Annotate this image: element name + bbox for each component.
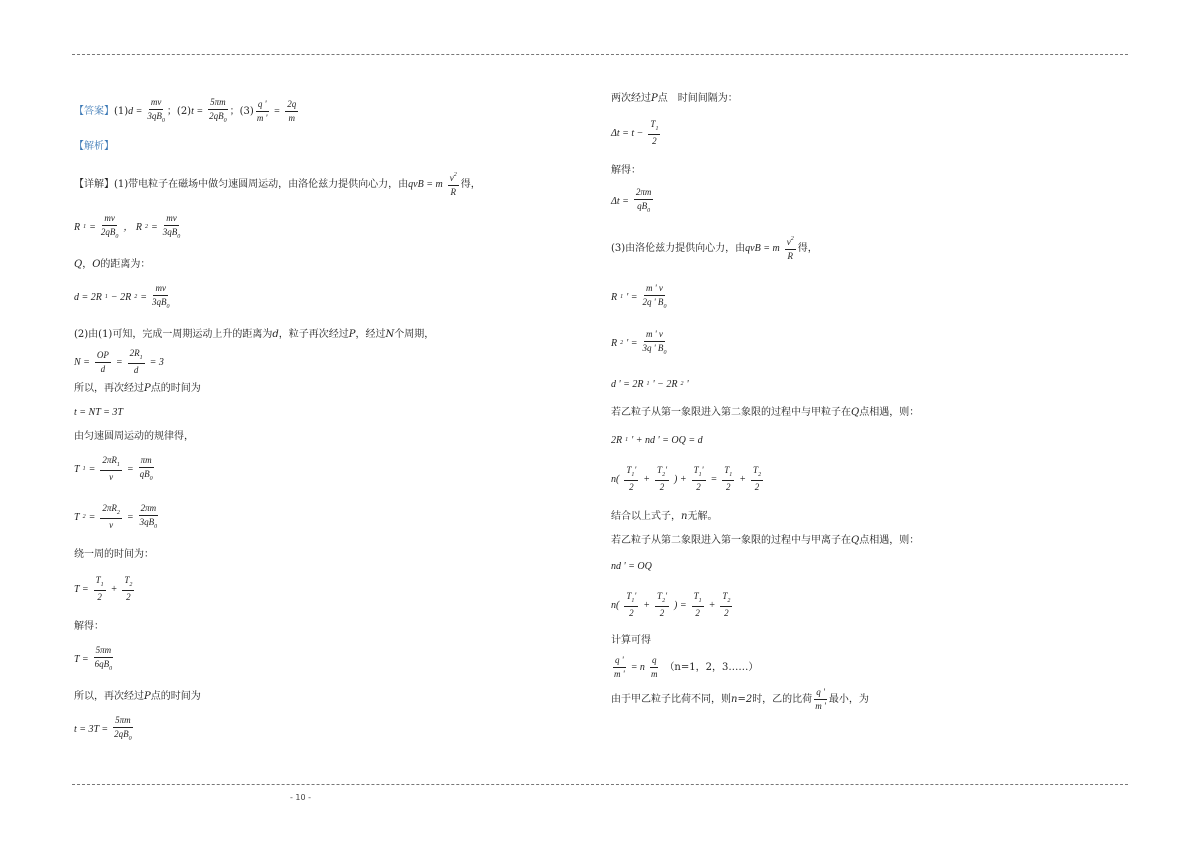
formula-t-sum: T = $\frac{T_1}{2}$ + $\frac{T_2}{2}$ <box>74 575 133 602</box>
formula-d: d = 2R 1 − 2R 2 = $\frac{mv}{3qB_0}$ <box>74 283 170 310</box>
combine-text: 结合以上式子，n无解。 <box>611 511 718 522</box>
solve-text-right: 解得： <box>611 165 641 176</box>
detail-line: 【详解】 (1)带电粒子在磁场中做匀速圆周运动，由洛伦兹力提供向心力，由 qvB = m $\frac{v^2}{R}$ 得， <box>74 172 481 197</box>
compute-text: 计算可得 <box>611 635 651 646</box>
formula-t1: T 1 = $\frac{2\pi R_1}{v}$ = $\frac{\pi m}{qB_0}$ <box>74 455 153 482</box>
meet2-text: 若乙粒子从第二象限进入第一象限的过程中与甲离子在Q点相遇，则： <box>611 535 920 546</box>
formula-r2-prime: R 2 ' = $\frac{m ' v}{3q ' B_0}$ <box>611 329 667 356</box>
formula: qvB = m $\frac{v^2}{R}$ <box>408 172 457 197</box>
qo-distance: Q，O的距离为： <box>74 259 151 270</box>
final-line: 由于甲乙粒子比荷不同，则 n=2 时，乙的比荷 $\frac{q '}{m '}$ 最小，为 <box>611 687 869 711</box>
formula: t = $\frac{5\pi m}{2qB_0}$ <box>191 97 227 124</box>
part3-line: (3)由洛伦兹力提供向心力，由 qvB = m $\frac{v^2}{R}$ 得， <box>611 236 818 261</box>
formula-delta-t-result: Δt = $\frac{2\pi m}{qB_0}$ <box>611 187 652 214</box>
answer-line: 【答案】 (1) d = $\frac{mv}{3qB_0}$ ；(2) t = $\frac{5\pi m}{2qB_0}$ ；(3) $\frac{q '}{m '}$ = $\frac{2q}{m}$ <box>74 98 300 124</box>
formula-r1-r2: R 1 = $\frac{mv}{2qB_0}$ ， R 2 = $\frac{mv}{3qB_0}$ <box>74 213 181 240</box>
interval-text: 两次经过P点 时间间隔为： <box>611 93 738 104</box>
law-text: 由匀速圆周运动的规律得， <box>74 431 194 442</box>
formula-meet1: 2R 1 ' + nd ' = OQ = d <box>611 435 703 446</box>
detail-label: 【详解】 <box>74 179 114 190</box>
formula-t-nt: t = NT = 3T <box>74 407 123 418</box>
formula-meet2: nd ' = OQ <box>611 561 652 572</box>
page-number: - 10 - <box>290 793 312 802</box>
formula-n: N = $\frac{OP}{d}$ = $\frac{2R_1}{d}$ = 3 <box>74 348 164 375</box>
formula-t-final: t = 3T = $\frac{5\pi m}{2qB_0}$ <box>74 715 132 742</box>
solve-text: 解得： <box>74 621 104 632</box>
formula-meet1-periods: n( $\frac{T_1'}{2}$ + $\frac{T_2'}{2}$ ) + $\frac{T_1'}{2}$ = $\frac{T_1}{2}$ + $\frac{T_2}{2}$ <box>611 465 762 492</box>
one-cycle-text: 绕一周的时间为： <box>74 549 154 560</box>
formula-t2: T 2 = $\frac{2\pi R_2}{v}$ = $\frac{2\pi m}{3qB_0}$ <box>74 503 158 530</box>
answer-label: 【答案】 <box>74 105 114 117</box>
part2-text: (2)由(1)可知，完成一周期运动上升的距离为d，粒子再次经过P，经过N个周期， <box>74 329 435 340</box>
so-time2-text: 所以，再次经过P点的时间为 <box>74 691 201 702</box>
formula-d-prime: d ' = 2R 1 ' − 2R 2 ' <box>611 379 689 390</box>
ratio-line: $\frac{q '}{m '}$ = n $\frac{q}{m}$ （n=1，2，3……） <box>614 655 759 679</box>
formula-delta-t: Δt = t − $\frac{T_1}{2}$ <box>611 119 659 146</box>
top-rule <box>72 54 1128 55</box>
formula: d = $\frac{mv}{3qB_0}$ <box>128 97 165 124</box>
bottom-rule <box>72 784 1128 785</box>
formula-meet2-periods: n( $\frac{T_1'}{2}$ + $\frac{T_2'}{2}$ ) = $\frac{T_1}{2}$ + $\frac{T_2}{2}$ <box>611 591 731 618</box>
formula-t-result: T = $\frac{5\pi m}{6qB_0}$ <box>74 645 113 672</box>
formula-r1-prime: R 1 ' = $\frac{m ' v}{2q ' B_0}$ <box>611 283 667 310</box>
analysis-label: 【解析】 <box>74 141 114 152</box>
meet1-text: 若乙粒子从第一象限进入第二象限的过程中与甲粒子在Q点相遇，则： <box>611 407 920 418</box>
formula: $\frac{q '}{m '}$ = $\frac{2q}{m}$ <box>256 98 297 123</box>
so-time-text: 所以，再次经过P点的时间为 <box>74 383 201 394</box>
